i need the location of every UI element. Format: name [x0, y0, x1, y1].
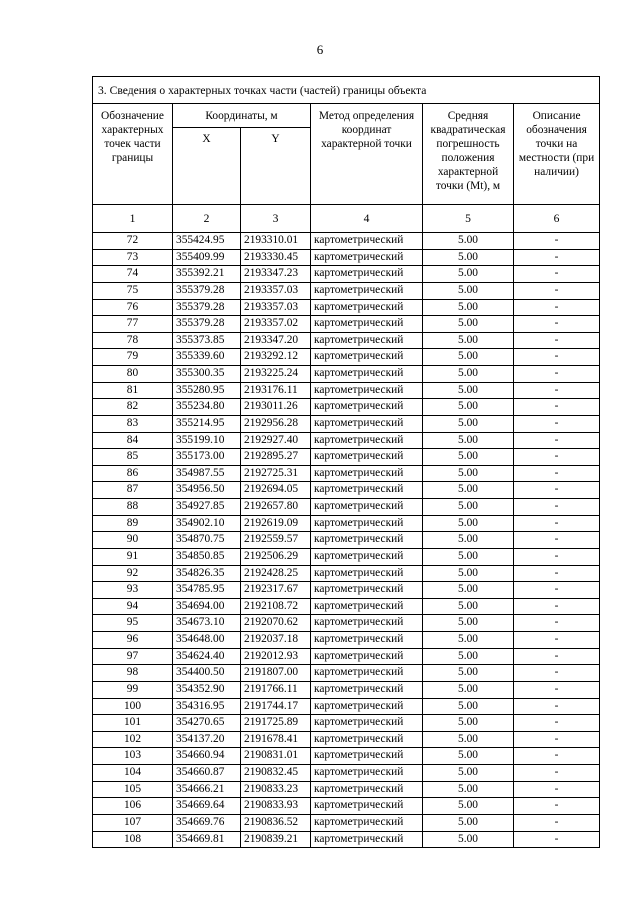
column-number: 2: [173, 205, 241, 233]
x-coordinate-cell: 354826.35: [173, 565, 241, 582]
table-row: [93, 548, 600, 565]
method-cell: картометрический: [311, 598, 423, 615]
y-coordinate-cell: 2192506.29: [241, 548, 311, 565]
description-cell: -: [514, 548, 600, 565]
point-id-cell: 79: [93, 349, 173, 366]
table-row: [93, 449, 600, 466]
y-coordinate-cell: 2193330.45: [241, 249, 311, 266]
point-id-cell: 105: [93, 781, 173, 798]
y-coordinate-cell: 2192428.25: [241, 565, 311, 582]
error-cell: 5.00: [423, 681, 514, 698]
x-coordinate-cell: 355214.95: [173, 415, 241, 432]
x-coordinate-cell: 354956.50: [173, 482, 241, 499]
x-coordinate-cell: 355339.60: [173, 349, 241, 366]
point-id-cell: 108: [93, 831, 173, 848]
error-cell: 5.00: [423, 548, 514, 565]
point-id-cell: 100: [93, 698, 173, 715]
description-cell: -: [514, 765, 600, 782]
method-cell: картометрический: [311, 831, 423, 848]
point-id-cell: 98: [93, 665, 173, 682]
method-cell: картометрический: [311, 532, 423, 549]
error-cell: 5.00: [423, 798, 514, 815]
error-cell: 5.00: [423, 632, 514, 649]
description-cell: -: [514, 299, 600, 316]
description-cell: -: [514, 366, 600, 383]
point-id-cell: 102: [93, 731, 173, 748]
table-row: [93, 565, 600, 582]
y-coordinate-cell: 2192317.67: [241, 582, 311, 599]
x-coordinate-cell: 354870.75: [173, 532, 241, 549]
description-cell: -: [514, 582, 600, 599]
x-coordinate-cell: 354660.94: [173, 748, 241, 765]
table-row: [93, 532, 600, 549]
description-cell: -: [514, 399, 600, 416]
error-cell: 5.00: [423, 665, 514, 682]
point-id-cell: 92: [93, 565, 173, 582]
table-row: [93, 332, 600, 349]
x-coordinate-cell: 355280.95: [173, 382, 241, 399]
table-row: [93, 781, 600, 798]
y-coordinate-cell: 2190832.45: [241, 765, 311, 782]
point-id-cell: 94: [93, 598, 173, 615]
point-id-cell: 86: [93, 465, 173, 482]
table-row: [93, 814, 600, 831]
y-coordinate-cell: 2192657.80: [241, 499, 311, 516]
error-cell: 5.00: [423, 399, 514, 416]
description-cell: -: [514, 598, 600, 615]
y-coordinate-cell: 2193176.11: [241, 382, 311, 399]
point-id-cell: 101: [93, 715, 173, 732]
description-cell: -: [514, 316, 600, 333]
page-number: 6: [316, 42, 324, 57]
table-row: [93, 249, 600, 266]
error-cell: 5.00: [423, 648, 514, 665]
method-cell: картометрический: [311, 515, 423, 532]
point-id-cell: 80: [93, 366, 173, 383]
table-row: [93, 316, 600, 333]
method-cell: картометрический: [311, 632, 423, 649]
error-cell: 5.00: [423, 349, 514, 366]
description-cell: -: [514, 632, 600, 649]
x-coordinate-cell: 354624.40: [173, 648, 241, 665]
point-id-cell: 75: [93, 282, 173, 299]
error-cell: 5.00: [423, 698, 514, 715]
x-coordinate-cell: 355199.10: [173, 432, 241, 449]
y-coordinate-cell: 2192956.28: [241, 415, 311, 432]
description-cell: -: [514, 532, 600, 549]
y-coordinate-cell: 2193357.02: [241, 316, 311, 333]
description-cell: -: [514, 798, 600, 815]
y-coordinate-cell: 2193347.20: [241, 332, 311, 349]
point-id-cell: 96: [93, 632, 173, 649]
x-coordinate-cell: 355379.28: [173, 316, 241, 333]
point-id-cell: 107: [93, 814, 173, 831]
y-coordinate-cell: 2192927.40: [241, 432, 311, 449]
description-cell: -: [514, 499, 600, 516]
point-id-cell: 97: [93, 648, 173, 665]
column-number: 5: [423, 205, 514, 233]
table-row: [93, 798, 600, 815]
y-coordinate-cell: 2192108.72: [241, 598, 311, 615]
x-coordinate-cell: 354669.64: [173, 798, 241, 815]
point-id-cell: 88: [93, 499, 173, 516]
x-coordinate-cell: 354666.21: [173, 781, 241, 798]
x-coordinate-cell: 355373.85: [173, 332, 241, 349]
description-cell: -: [514, 233, 600, 250]
description-cell: -: [514, 382, 600, 399]
method-cell: картометрический: [311, 349, 423, 366]
method-cell: картометрический: [311, 565, 423, 582]
description-cell: -: [514, 449, 600, 466]
y-coordinate-cell: 2192070.62: [241, 615, 311, 632]
method-cell: картометрический: [311, 415, 423, 432]
x-coordinate-cell: 354660.87: [173, 765, 241, 782]
table-row: [93, 765, 600, 782]
description-cell: -: [514, 266, 600, 283]
error-cell: 5.00: [423, 415, 514, 432]
description-cell: -: [514, 831, 600, 848]
coordinates-table: [92, 76, 600, 848]
error-cell: 5.00: [423, 582, 514, 599]
point-id-cell: 76: [93, 299, 173, 316]
x-coordinate-cell: 355234.80: [173, 399, 241, 416]
table-row: [93, 399, 600, 416]
x-coordinate-cell: 355409.99: [173, 249, 241, 266]
method-cell: картометрический: [311, 482, 423, 499]
x-coordinate-cell: 354669.76: [173, 814, 241, 831]
error-cell: 5.00: [423, 615, 514, 632]
table-row: [93, 632, 600, 649]
x-coordinate-cell: 354694.00: [173, 598, 241, 615]
y-coordinate-cell: 2191678.41: [241, 731, 311, 748]
header-y: Y: [241, 128, 311, 205]
column-number: 4: [311, 205, 423, 233]
table-row: [93, 665, 600, 682]
method-cell: картометрический: [311, 266, 423, 283]
table-row: [93, 465, 600, 482]
table-row: [93, 299, 600, 316]
y-coordinate-cell: 2192037.18: [241, 632, 311, 649]
method-cell: картометрический: [311, 715, 423, 732]
x-coordinate-cell: 355424.95: [173, 233, 241, 250]
column-number: 1: [93, 205, 173, 233]
description-cell: -: [514, 349, 600, 366]
method-cell: картометрический: [311, 781, 423, 798]
method-cell: картометрический: [311, 698, 423, 715]
method-cell: картометрический: [311, 748, 423, 765]
point-id-cell: 83: [93, 415, 173, 432]
x-coordinate-cell: 354137.20: [173, 731, 241, 748]
y-coordinate-cell: 2191725.89: [241, 715, 311, 732]
table-row: [93, 432, 600, 449]
table-row: [93, 482, 600, 499]
table-row: [93, 615, 600, 632]
description-cell: -: [514, 648, 600, 665]
description-cell: -: [514, 515, 600, 532]
error-cell: 5.00: [423, 382, 514, 399]
point-id-cell: 73: [93, 249, 173, 266]
error-cell: 5.00: [423, 332, 514, 349]
point-id-cell: 90: [93, 532, 173, 549]
table-row: [93, 715, 600, 732]
error-cell: 5.00: [423, 233, 514, 250]
table-row: [93, 499, 600, 516]
error-cell: 5.00: [423, 765, 514, 782]
error-cell: 5.00: [423, 831, 514, 848]
point-id-cell: 91: [93, 548, 173, 565]
y-coordinate-cell: 2192725.31: [241, 465, 311, 482]
point-id-cell: 87: [93, 482, 173, 499]
error-cell: 5.00: [423, 449, 514, 466]
point-id-cell: 93: [93, 582, 173, 599]
column-number-row: [93, 205, 600, 233]
description-cell: -: [514, 748, 600, 765]
table-row: [93, 266, 600, 283]
y-coordinate-cell: 2193011.26: [241, 399, 311, 416]
table-row: [93, 366, 600, 383]
point-id-cell: 84: [93, 432, 173, 449]
method-cell: картометрический: [311, 366, 423, 383]
method-cell: картометрический: [311, 233, 423, 250]
y-coordinate-cell: 2190833.93: [241, 798, 311, 815]
method-cell: картометрический: [311, 648, 423, 665]
y-coordinate-cell: 2190831.01: [241, 748, 311, 765]
error-cell: 5.00: [423, 482, 514, 499]
error-cell: 5.00: [423, 532, 514, 549]
error-cell: 5.00: [423, 366, 514, 383]
point-id-cell: 104: [93, 765, 173, 782]
method-cell: картометрический: [311, 548, 423, 565]
x-coordinate-cell: 355300.35: [173, 366, 241, 383]
x-coordinate-cell: 354987.55: [173, 465, 241, 482]
description-cell: -: [514, 482, 600, 499]
method-cell: картометрический: [311, 432, 423, 449]
error-cell: 5.00: [423, 565, 514, 582]
error-cell: 5.00: [423, 266, 514, 283]
table-row: [93, 748, 600, 765]
table-row: [93, 681, 600, 698]
point-id-cell: 89: [93, 515, 173, 532]
error-cell: 5.00: [423, 515, 514, 532]
method-cell: картометрический: [311, 765, 423, 782]
header-x: X: [173, 128, 241, 205]
error-cell: 5.00: [423, 465, 514, 482]
header-coordinates: Координаты, м: [173, 104, 311, 128]
error-cell: 5.00: [423, 781, 514, 798]
x-coordinate-cell: 355379.28: [173, 299, 241, 316]
method-cell: картометрический: [311, 382, 423, 399]
x-coordinate-cell: 354673.10: [173, 615, 241, 632]
method-cell: картометрический: [311, 814, 423, 831]
error-cell: 5.00: [423, 814, 514, 831]
description-cell: -: [514, 415, 600, 432]
description-cell: -: [514, 465, 600, 482]
y-coordinate-cell: 2193357.03: [241, 299, 311, 316]
section-title: 3. Сведения о характерных точках части (частей) границы объекта: [93, 77, 600, 104]
table-row: [93, 698, 600, 715]
error-cell: 5.00: [423, 316, 514, 333]
y-coordinate-cell: 2192619.09: [241, 515, 311, 532]
point-id-cell: 77: [93, 316, 173, 333]
x-coordinate-cell: 354648.00: [173, 632, 241, 649]
error-cell: 5.00: [423, 598, 514, 615]
x-coordinate-cell: 354785.95: [173, 582, 241, 599]
x-coordinate-cell: 354927.85: [173, 499, 241, 516]
y-coordinate-cell: 2192895.27: [241, 449, 311, 466]
description-cell: -: [514, 565, 600, 582]
y-coordinate-cell: 2193292.12: [241, 349, 311, 366]
header-designation: Обозначение характерных точек части границы: [93, 104, 173, 205]
error-cell: 5.00: [423, 715, 514, 732]
method-cell: картометрический: [311, 449, 423, 466]
error-cell: 5.00: [423, 499, 514, 516]
y-coordinate-cell: 2192012.93: [241, 648, 311, 665]
description-cell: -: [514, 282, 600, 299]
y-coordinate-cell: 2192694.05: [241, 482, 311, 499]
table-row: [93, 349, 600, 366]
x-coordinate-cell: 354400.50: [173, 665, 241, 682]
method-cell: картометрический: [311, 282, 423, 299]
y-coordinate-cell: 2191807.00: [241, 665, 311, 682]
y-coordinate-cell: 2190839.21: [241, 831, 311, 848]
method-cell: картометрический: [311, 681, 423, 698]
description-cell: -: [514, 681, 600, 698]
y-coordinate-cell: 2191744.17: [241, 698, 311, 715]
column-number: 6: [514, 205, 600, 233]
x-coordinate-cell: 355392.21: [173, 266, 241, 283]
table-row: [93, 415, 600, 432]
x-coordinate-cell: 355173.00: [173, 449, 241, 466]
table-row: [93, 233, 600, 250]
method-cell: картометрический: [311, 316, 423, 333]
table-row: [93, 831, 600, 848]
method-cell: картометрический: [311, 582, 423, 599]
method-cell: картометрический: [311, 615, 423, 632]
x-coordinate-cell: 354850.85: [173, 548, 241, 565]
x-coordinate-cell: 354316.95: [173, 698, 241, 715]
method-cell: картометрический: [311, 731, 423, 748]
x-coordinate-cell: 354270.65: [173, 715, 241, 732]
point-id-cell: 82: [93, 399, 173, 416]
description-cell: -: [514, 715, 600, 732]
header-method: Метод определения координат характерной точки: [311, 104, 423, 205]
method-cell: картометрический: [311, 299, 423, 316]
point-id-cell: 103: [93, 748, 173, 765]
point-id-cell: 106: [93, 798, 173, 815]
point-id-cell: 74: [93, 266, 173, 283]
point-id-cell: 85: [93, 449, 173, 466]
method-cell: картометрический: [311, 798, 423, 815]
x-coordinate-cell: 354669.81: [173, 831, 241, 848]
point-id-cell: 72: [93, 233, 173, 250]
column-number: 3: [241, 205, 311, 233]
x-coordinate-cell: 354352.90: [173, 681, 241, 698]
description-cell: -: [514, 665, 600, 682]
y-coordinate-cell: 2190833.23: [241, 781, 311, 798]
header-description: Описание обозначения точки на местности (при наличии): [514, 104, 600, 205]
method-cell: картометрический: [311, 249, 423, 266]
point-id-cell: 78: [93, 332, 173, 349]
table-row: [93, 382, 600, 399]
error-cell: 5.00: [423, 299, 514, 316]
y-coordinate-cell: 2193310.01: [241, 233, 311, 250]
description-cell: -: [514, 332, 600, 349]
y-coordinate-cell: 2190836.52: [241, 814, 311, 831]
table-row: [93, 598, 600, 615]
method-cell: картометрический: [311, 332, 423, 349]
error-cell: 5.00: [423, 432, 514, 449]
y-coordinate-cell: 2193357.03: [241, 282, 311, 299]
y-coordinate-cell: 2191766.11: [241, 681, 311, 698]
point-id-cell: 81: [93, 382, 173, 399]
table-row: [93, 515, 600, 532]
description-cell: -: [514, 432, 600, 449]
point-id-cell: 95: [93, 615, 173, 632]
description-cell: -: [514, 249, 600, 266]
method-cell: картометрический: [311, 499, 423, 516]
error-cell: 5.00: [423, 731, 514, 748]
x-coordinate-cell: 354902.10: [173, 515, 241, 532]
error-cell: 5.00: [423, 282, 514, 299]
y-coordinate-cell: 2192559.57: [241, 532, 311, 549]
method-cell: картометрический: [311, 665, 423, 682]
x-coordinate-cell: 355379.28: [173, 282, 241, 299]
table-row: [93, 282, 600, 299]
description-cell: -: [514, 698, 600, 715]
header-error: Средняя квадратическая погрешность положения характерной точки (Mt), м: [423, 104, 514, 205]
y-coordinate-cell: 2193225.24: [241, 366, 311, 383]
method-cell: картометрический: [311, 399, 423, 416]
table-row: [93, 731, 600, 748]
description-cell: -: [514, 781, 600, 798]
error-cell: 5.00: [423, 748, 514, 765]
description-cell: -: [514, 814, 600, 831]
method-cell: картометрический: [311, 465, 423, 482]
table-row: [93, 582, 600, 599]
description-cell: -: [514, 731, 600, 748]
description-cell: -: [514, 615, 600, 632]
table-row: [93, 648, 600, 665]
y-coordinate-cell: 2193347.23: [241, 266, 311, 283]
error-cell: 5.00: [423, 249, 514, 266]
point-id-cell: 99: [93, 681, 173, 698]
